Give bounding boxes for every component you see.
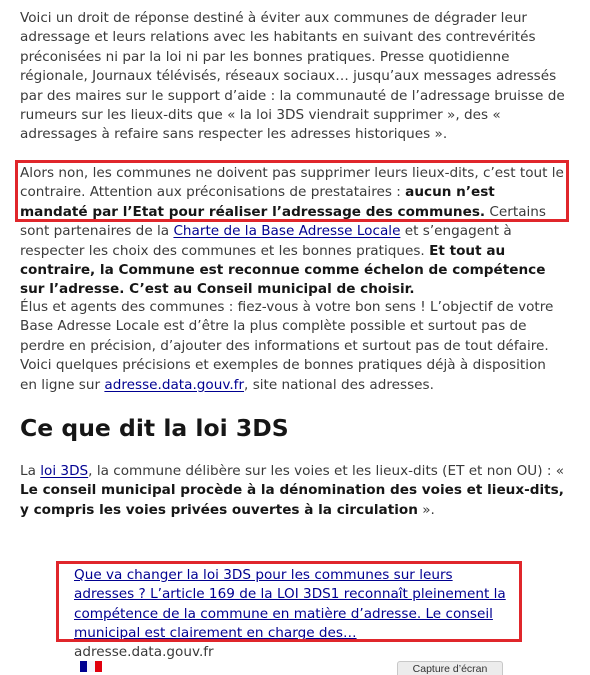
text-span: La [20, 463, 41, 479]
link-card-domain: adresse.data.gouv.fr [74, 644, 214, 660]
text-span: Alors non, les communes ne doivent pas supprimer leurs lieux-dits, c’est tout le contraire. Attention aux préconisations de prestataires : [20, 165, 564, 201]
text-span: , la commune délibère sur les voies et les lieux-dits (ET et non OU) : « [88, 463, 565, 479]
bold-text: Et tout au contraire, la Commune est reconnue comme échelon de compétence sur l’adresse. C’est au Conseil municipal de choisir. [20, 242, 546, 298]
text-span: ». [417, 501, 435, 518]
intro-paragraph: Voici un droit de réponse destiné à éviter aux communes de dégrader leur adressage et leurs relations avec les habitants en suivant des contrevérités préconisées ni par la loi ni par les bonnes pratiques. Presse quotidienne régionale, Journaux télévisés, réseaux sociaux… jusqu’aux messages adressés par des maires sur le support d’aide : la communauté de l’adressage bruisse de rumeurs sur les lieux-dits que « la loi 3DS viendrait supprimer », des « adressages à refaire sans respecter les adresses historiques ». [20, 10, 565, 143]
section-heading: Ce que dit la loi 3DS [20, 414, 289, 442]
lieux-dits-paragraph [20, 164, 565, 300]
bold-text: Le conseil municipal procède à la dénomination des voies et lieux-dits, y compris les voies privées ouvertes à la circulation [20, 482, 564, 518]
french-flag-icon [80, 661, 102, 672]
link-card-title[interactable]: Que va changer la loi 3DS pour les communes sur leurs adresses ? L’article 169 de la LOI 3DS1 reconnaît pleinement la compétence de la commune en matière d’adresse. Le conseil municipal est clairement en charge des… [74, 567, 506, 642]
adresse-data-gouv-link[interactable]: adresse.data.gouv.fr [104, 376, 245, 393]
screenshot-button[interactable]: Capture d’écran [397, 661, 503, 675]
loi-3ds-paragraph [20, 462, 565, 520]
loi-3ds-link[interactable]: loi 3DS [40, 463, 89, 479]
charte-bal-link[interactable]: Charte de la Base Adresse Locale [173, 223, 401, 240]
text-span: Certains sont partenaires de la [20, 203, 546, 240]
text-span: Élus et agents des communes : fiez-vous à votre bon sens ! L’objectif de votre Base Adresse Locale est d’être la plus complète possible et surtout pas de perdre en précision, d’ajouter des informations et surtout pas de tout défaire. Voici quelques précisions et exemples de bonnes pratiques déjà à disposition en ligne sur [20, 299, 554, 393]
text-span: et s’engagent à respecter les choix des communes et les bonnes pratiques. [20, 223, 512, 259]
text-span: , site national des adresses. [244, 376, 434, 393]
elus-paragraph [20, 298, 565, 395]
bold-text: aucun n’est mandaté par l’Etat pour réaliser l’adressage des communes. [20, 184, 495, 220]
